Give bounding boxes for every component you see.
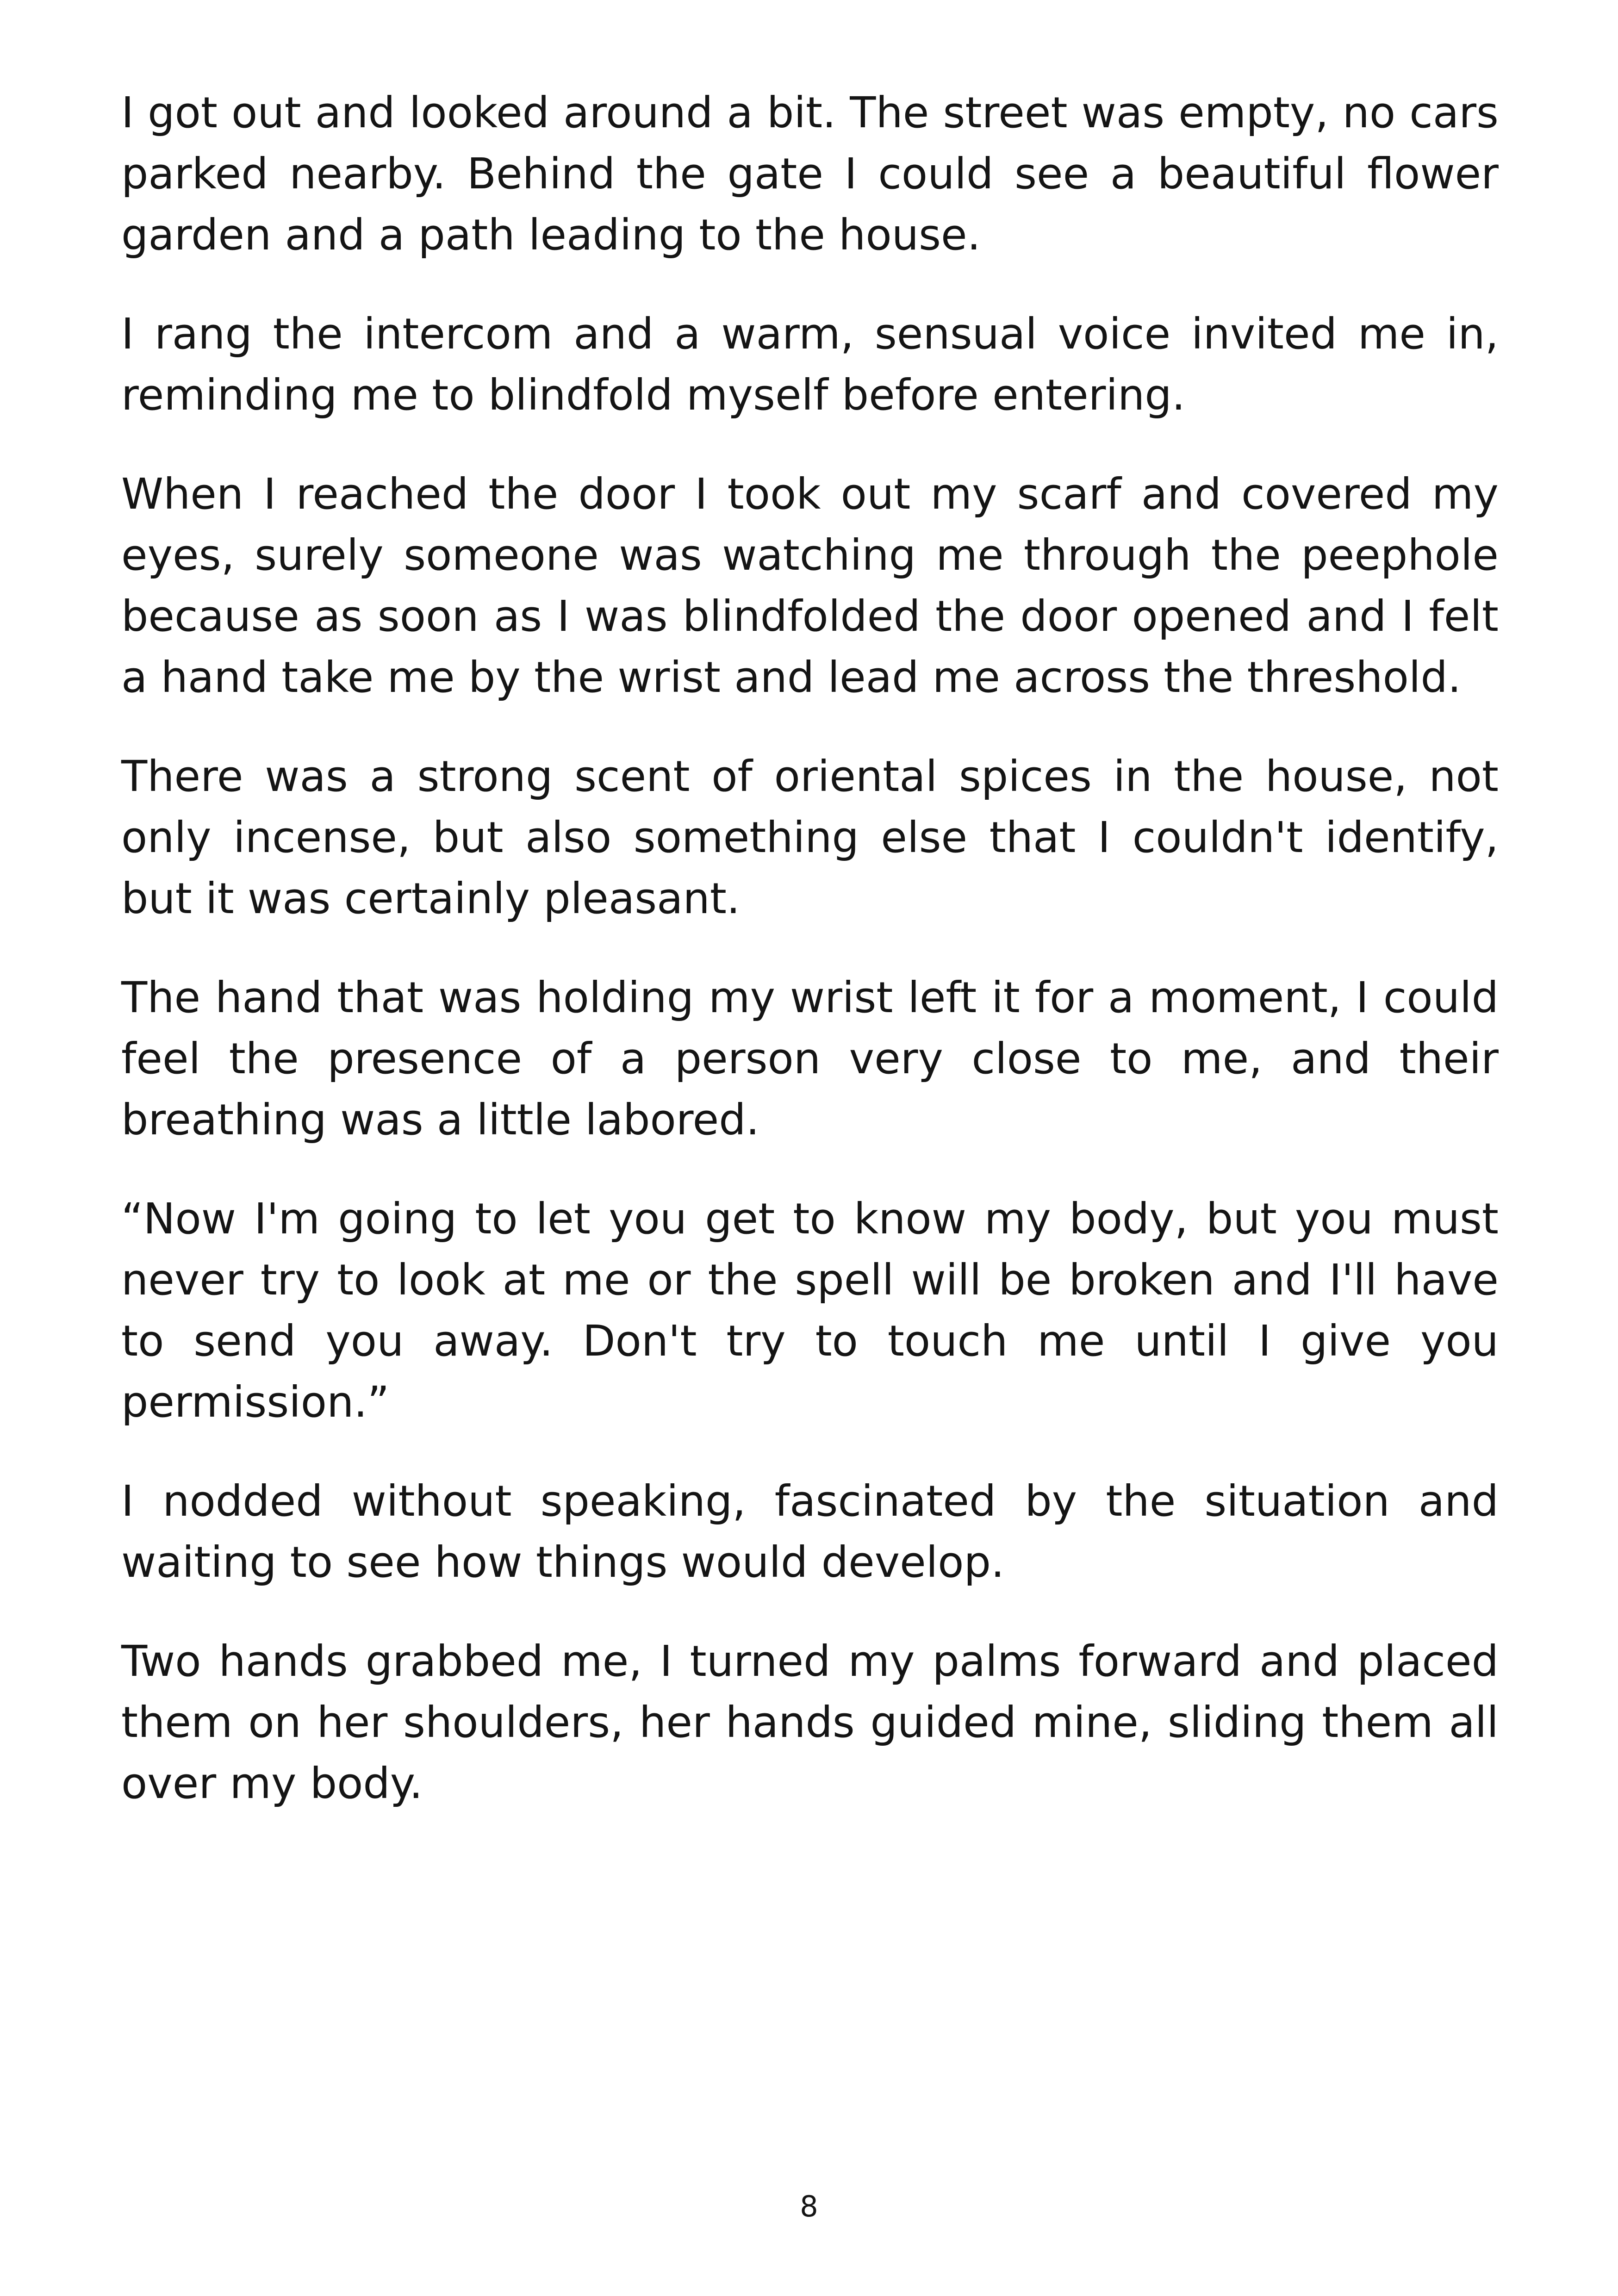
paragraph-8: Two hands grabbed me, I turned my palms forward and placed them on her shoulders, her hands guided mine, sliding them all over my body. bbox=[121, 1636, 1499, 1808]
page-number: 8 bbox=[800, 2190, 818, 2223]
paragraph-3: When I reached the door I took out my scarf and covered my eyes, surely someone was watching me through the peephole because as soon as I was blindfolded the door opened and I felt a hand take me by the wrist and lead me across the threshold. bbox=[121, 469, 1499, 702]
body-text bbox=[121, 82, 1499, 1852]
paragraph-4: There was a strong scent of oriental spices in the house, not only incense, but also something else that I couldn't identify, but it was certainly pleasant. bbox=[121, 752, 1499, 923]
paragraph-6: “Now I'm going to let you get to know my body, but you must never try to look at me or the spell will be broken and I'll have to send you away. Don't try to touch me until I give you permission.” bbox=[121, 1194, 1499, 1427]
paragraph-5: The hand that was holding my wrist left it for a moment, I could feel the presence of a person very close to me, and their breathing was a little labored. bbox=[121, 973, 1499, 1145]
paragraph-2: I rang the intercom and a warm, sensual voice invited me in, reminding me to blindfold myself before entering. bbox=[121, 309, 1499, 420]
paragraph-7: I nodded without speaking, fascinated by the situation and waiting to see how things would develop. bbox=[121, 1476, 1499, 1587]
paragraph-1: I got out and looked around a bit. The street was empty, no cars parked nearby. Behind the gate I could see a beautiful flower garden and a path leading to the house. bbox=[121, 88, 1499, 260]
